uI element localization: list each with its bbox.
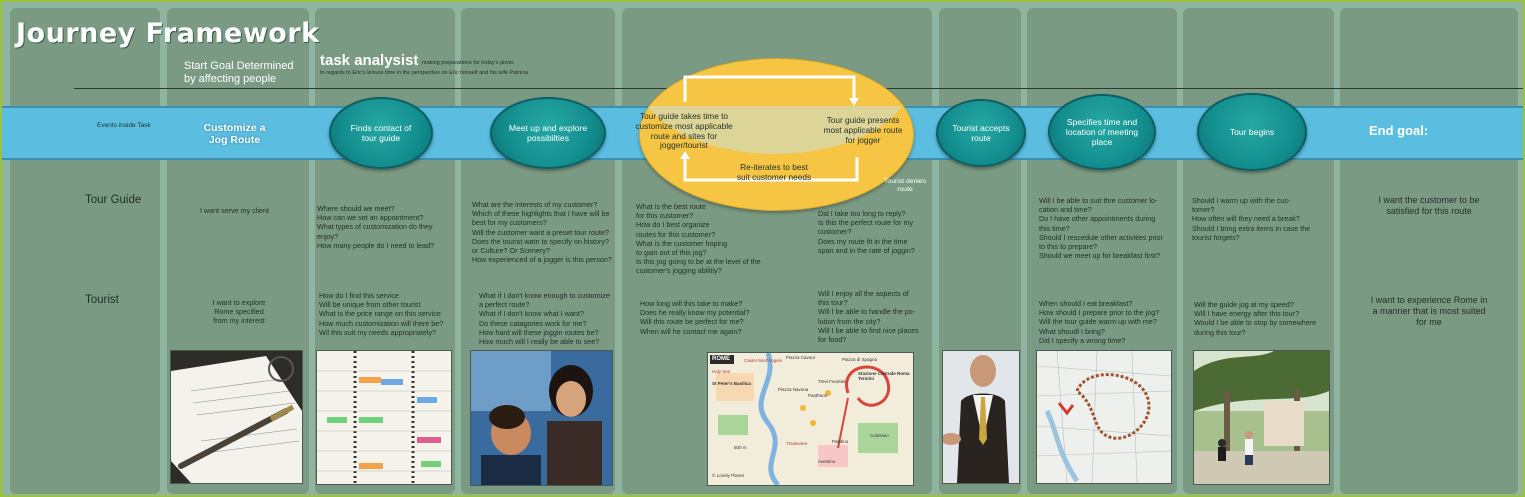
photo-route-map [1036,350,1172,484]
guide-cell-3: What are the interests of my customer? Which of these highlights that I have will be best for my customers? Will the customer want a preset tour route? Does the tourist watn to specify on history? or Culture? Or Scenery? How experienced of a jogger is this person? [472,200,612,265]
loop-arrowhead-down [849,98,859,106]
route-map-illustration [1037,351,1171,483]
tourist-cell-1: I want to explore Rome specified from my interest [212,298,266,326]
guide-cell-4b: Did I take too long to reply? Is this the perfect route for my customer? Does my route fit in the time span and in the rate of joggin? [818,209,915,255]
event-tourist-accepts-label: Tourist accepts route [952,123,1010,143]
event-customize-route: Customize a Jog Route [203,122,266,146]
event-guide-presents: Tour guide presents most applicable route for jogger [823,115,903,145]
guide-cell-2: Where should we meet? How can we set an appointment? What types of customization do they enjoy? How many people do I need to lead? [317,204,435,250]
rome-map-label-10: Colosseo [870,433,889,438]
row-label-tourist: Tourist [85,294,119,306]
event-tour-begins-label: Tour begins [1229,127,1275,137]
events-row-label: Events inside Task [97,122,151,129]
rome-map-label-11: Trastevere [786,441,808,446]
business-man-illustration [943,351,1019,483]
photo-business-man [942,350,1020,484]
rome-map-label-12: Palatino [832,439,849,444]
event-end-goal: End goal: [1369,123,1429,138]
photo-calendar [316,350,452,485]
event-reiterate: Re-iterates to best suit customer needs [736,162,812,182]
page-title: Journey Framework [16,18,320,49]
task-label: task analysist [320,52,419,69]
guide-cell-4a: What is the best route for this customer? How do I best organize routes for this customer? What is the customer hoping to gain out of this jog? Is this jog going to be at the level of the customer's jogging abilitiy? [636,202,761,276]
tourist-cell-3: What if I don't know enough to customize a perfect route? What if I don't know what I want? Do these catagories work for me? How hard will these joggin routes be? How much will I really be able to see? [479,291,610,347]
rome-map-label-8: Pantheon [808,393,828,398]
rome-map-label-2: Piazza Cavour [786,355,816,360]
photo-joggers [1193,350,1330,485]
guide-cell-1: I want serve my client [199,206,270,215]
event-meeting-place [1048,94,1156,170]
rome-map-credit: © Lonely Planet [712,473,744,478]
joggers-illustration [1194,351,1329,484]
rome-map-label-1: Castel Sant'Angelo [744,358,783,363]
rome-map-label-9: Piazza Navona [778,387,809,392]
people-meeting-illustration [471,351,612,485]
rome-map [707,352,914,486]
event-meet-up-label: Meet up and explore possibilties [508,123,588,143]
rome-map-title: ROME [712,356,730,362]
rome-map-label-13: Aventino [818,459,836,464]
photo-notebook-pen [170,350,303,484]
event-find-contact-label: Finds contact of tour guide [350,123,412,143]
task-subtitle-1: making preparations for today's picnic [422,60,515,66]
rome-map-label-3: Piazza di Spagna [842,357,878,362]
tourist-cell-2: How do I find this service Will be unique from other tourist What is the price range on this service How much customization will there be? Wil this suit my needs appropriately? [319,291,444,337]
event-tourist-denies: Tourist denies route [884,178,926,193]
rome-map-label-6: Holy See [712,369,731,374]
guide-cell-8: I want the customer to be satisfied for this route [1378,195,1480,216]
row-label-tour-guide: Tour Guide [85,194,142,206]
photo-people-meeting [470,350,613,486]
tourist-cell-6: When should I eat breakfast? How should I prepare prior to the jog? Will the tour guide warm up with me? What shoudl I bring? Did I specify a wrong time? [1039,299,1160,345]
task-subtitle-2: In regards to Eric's leisure time in the perspective on Eric himself and his wife Patricia [320,70,528,76]
notebook-pen-illustration [171,351,302,483]
tourist-cell-4b: Will I enjoy all the aspects of this tour? Will I be able to handle the po- lution from the city? Will I be able to find nice places for food? [818,289,919,345]
event-meeting-place-label: Specifies time and location of meeting place [1065,117,1139,147]
rome-map-scale: 500 m [734,445,747,450]
start-goal-text: Start Goal Determined by affecting people [184,60,294,85]
calendar-illustration [317,351,451,484]
rome-map-label-5: St Peter's Basilica [712,381,751,386]
event-tour-begins [1197,93,1307,171]
tourist-cell-4a: How long will this take to make? Does he really know my potential? Will this route be perfect for me? When will he contact me again? [640,299,750,336]
rome-map-label-7: Trevi Fountain [818,379,847,384]
event-tourist-accepts [936,99,1026,167]
guide-cell-7: Should I warm up with the cus- tomer? How often will they need a break? Should I bring extra items in case the tourist forgets? [1192,196,1311,242]
guide-cell-6: Will I be able to suit thre customer lo- cation and time? Do I have other appointments during this time? Should I rescedule other activities prior to this to prepare? Should we meet up for breakfast first? [1039,196,1163,261]
event-guide-customizes: Tour guide takes time to customize most applicable route and sites for jogger/tourist [635,111,733,151]
rome-map-label-4: Stazione Centrale Roma Termini [858,371,910,381]
tourist-cell-7: Will the guide jog at my speed? Will I have energy after this tour? Would I be able to stop by somewhere during this tour? [1194,300,1317,337]
tourist-cell-8: I want to experience Rome in a manner that is most suited for me [1370,295,1488,327]
loop-arrowhead-up [680,151,690,159]
loop-path [685,77,854,102]
